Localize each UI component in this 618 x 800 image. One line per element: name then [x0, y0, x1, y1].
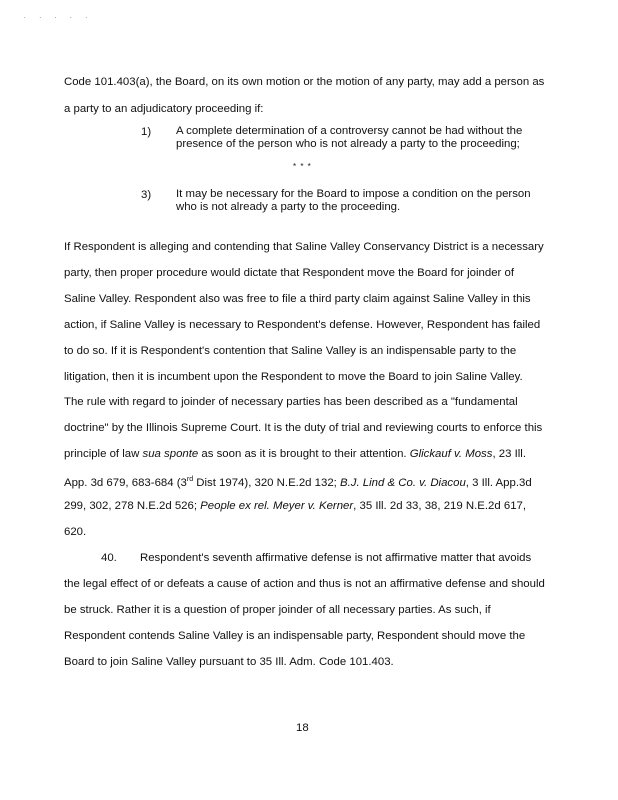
text-run: , 3 Ill. App.3d — [465, 476, 532, 489]
body-line-17: be struck. Rather it is a question of proper joinder of all necessary parties. As such, if — [64, 604, 491, 616]
body-line-6: action, if Saline Valley is necessary to Respondent's defense. However, Respondent has failed — [64, 319, 541, 331]
body-line-2: a party to an adjudicatory proceeding if: — [64, 103, 264, 115]
body-line-19: Board to join Saline Valley pursuant to 35 Ill. Adm. Code 101.403. — [64, 656, 394, 668]
paragraph-number: 40. — [101, 552, 117, 564]
body-line-15: Respondent's seventh affirmative defense is not affirmative matter that avoids — [140, 552, 532, 564]
case-name: People ex rel. Meyer v. Kerner — [200, 500, 354, 512]
ordinal-suffix: rd — [186, 476, 194, 483]
list-item-1-number: 1) — [141, 126, 152, 138]
list-item-1-line-2: presence of the person who is not already a party to the proceeding; — [176, 138, 520, 150]
text-run: 299, 302, 278 N.E.2d 526; — [64, 500, 201, 512]
list-item-1-line-1: A complete determination of a controversy cannot be had without the — [176, 125, 523, 137]
list-item-3-line-2: who is not already a party to the proceeding. — [176, 201, 401, 213]
body-line-14: 620. — [64, 526, 87, 538]
latin-phrase: sua sponte — [142, 448, 199, 460]
case-name: B.J. Lind & Co. v. Diacou — [340, 476, 466, 489]
case-name: Glickauf v. Moss — [409, 448, 493, 460]
text-run: Dist 1974), 320 N.E.2d 132; — [193, 476, 341, 489]
body-line-16: the legal effect of or defeats a cause of action and thus is not an affirmative defense and should — [64, 578, 545, 590]
body-line-8: litigation, then it is incumbent upon the Respondent to move the Board to join Saline Valley. — [64, 371, 523, 383]
list-item-3-line-1: It may be necessary for the Board to impose a condition on the person — [176, 188, 531, 200]
body-line-5: Saline Valley. Respondent also was free to file a third party claim against Saline Valley in this — [64, 293, 531, 305]
body-line-10: doctrine" by the Illinois Supreme Court. It is the duty of trial and reviewing courts to enforce this — [64, 422, 543, 434]
body-line-13 — [64, 499, 526, 513]
ellipsis-marker: * * * — [293, 162, 312, 171]
body-line-4: party, then proper procedure would dictate that Respondent move the Board for joinder of — [64, 267, 514, 279]
body-line-12 — [64, 473, 532, 490]
text-run: principle of law — [64, 448, 143, 460]
text-run: , 35 Ill. 2d 33, 38, 219 N.E.2d 617, — [353, 500, 527, 512]
body-line-18: Respondent contends Saline Valley is an indispensable party, Respondent should move the — [64, 630, 526, 642]
text-run: App. 3d 679, 683-684 (3 — [64, 476, 187, 489]
text-run: , 23 Ill. — [492, 448, 527, 460]
body-line-7: to do so. If it is Respondent's contention that Saline Valley is an indispensable party to the — [64, 345, 517, 357]
list-item-3-number: 3) — [141, 189, 152, 201]
scan-marks: . . . . . — [24, 14, 94, 20]
text-run: as soon as it is brought to their attention. — [198, 448, 410, 460]
body-line-11 — [64, 447, 526, 461]
body-line-9: The rule with regard to joinder of necessary parties has been described as a "fundamental — [64, 396, 518, 408]
body-line-3: If Respondent is alleging and contending that Saline Valley Conservancy District is a necessary — [64, 241, 544, 253]
body-line-1: Code 101.403(a), the Board, on its own motion or the motion of any party, may add a person as — [64, 76, 545, 88]
page-number: 18 — [296, 722, 309, 734]
